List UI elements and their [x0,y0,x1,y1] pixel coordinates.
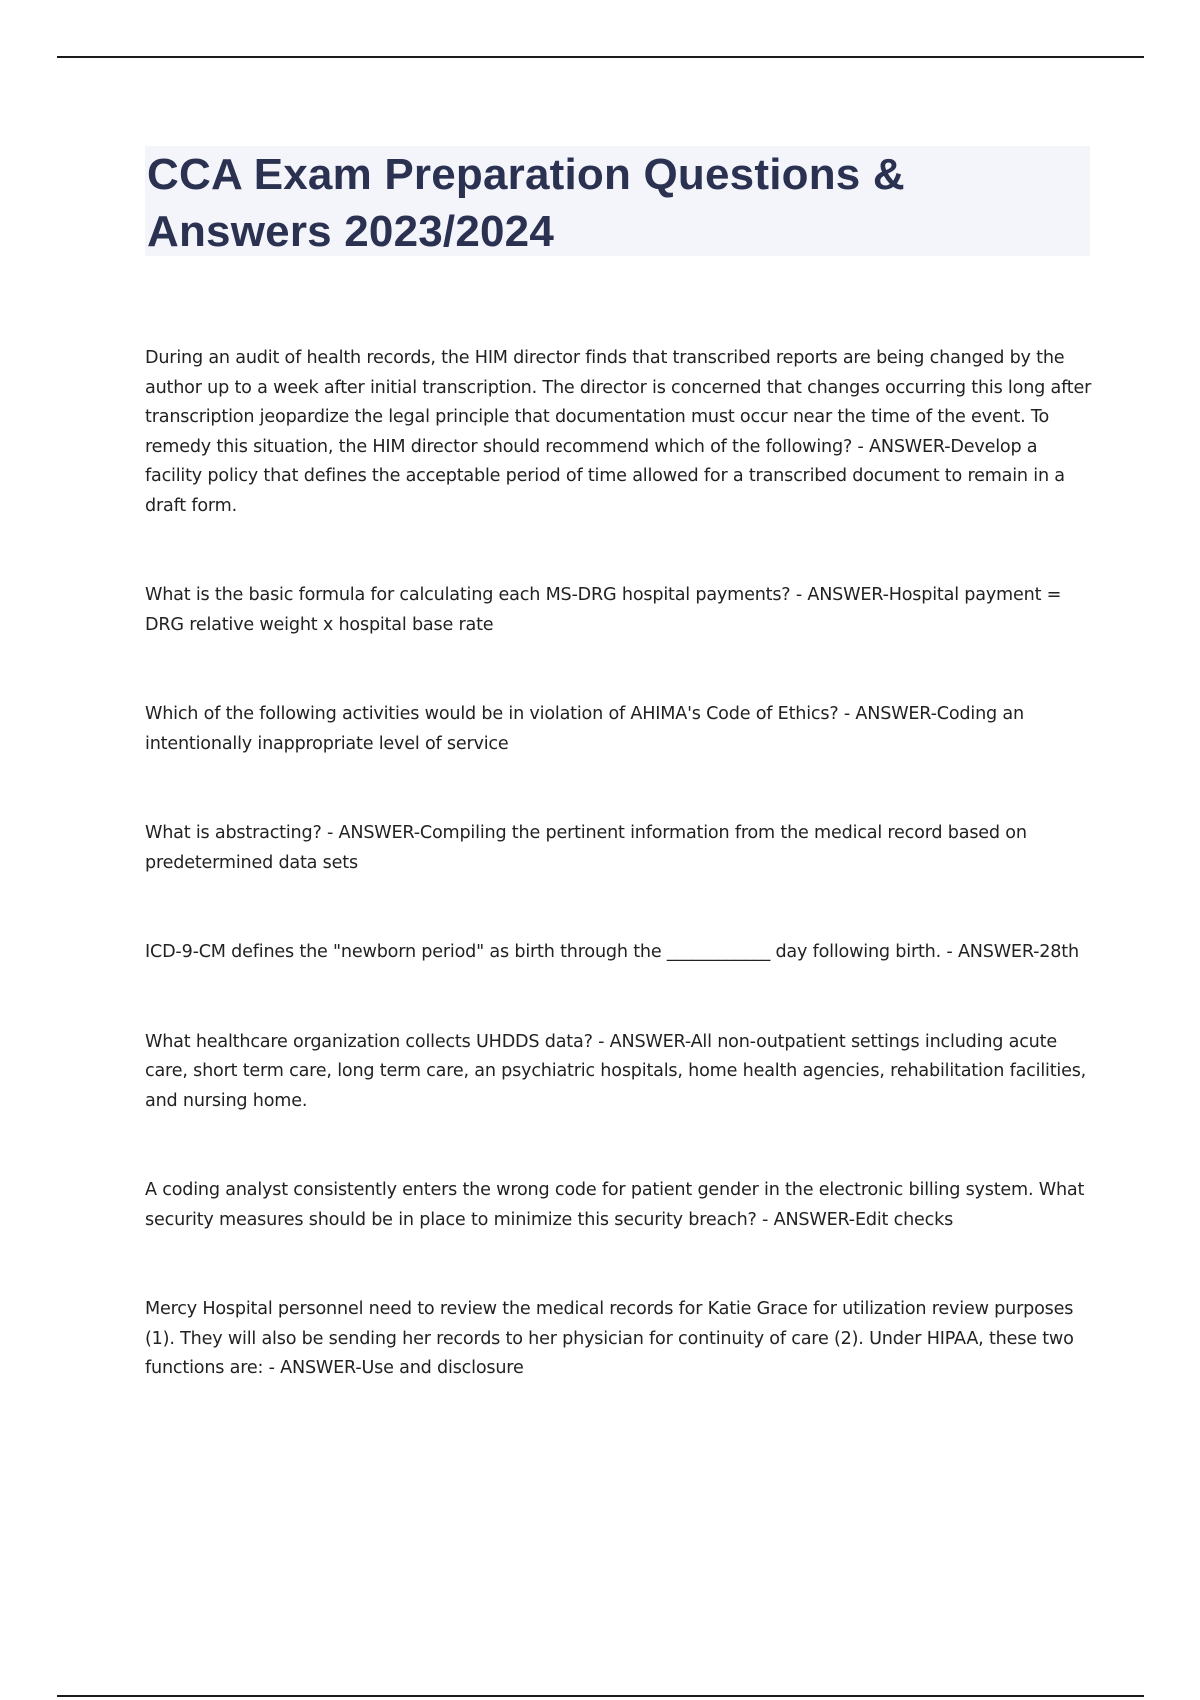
qa-item: What is the basic formula for calculating each MS-DRG hospital payments? - ANSWER-Hospital payment = DRG relative weight x hospital base rate [145,585,1062,635]
qa-item: Which of the following activities would be in violation of AHIMA's Code of Ethics? - ANSWER-Coding an intentionally inappropriate level of service [145,704,1024,754]
qa-item: What healthcare organization collects UHDDS data? - ANSWER-All non-outpatient settings including acute care, short term care, long term care, an psychiatric hospitals, home health agencies, rehabilitation facilities, and nursing home. [145,1031,1087,1111]
title-banner [145,146,1090,256]
top-divider [57,56,1144,58]
qa-item: Mercy Hospital personnel need to review the medical records for Katie Grace for utilization review purposes (1). They will also be sending her records to her physician for continuity of care (2). Under HIPAA, these two functions are: - ANSWER-Use and disclosure [145,1299,1074,1378]
qa-item: During an audit of health records, the HIM director finds that transcribed reports are being changed by the author up to a week after initial transcription. The director is concerned that changes occurring this long after transcription jeopardize the legal principle that documentation must occur near the time of the event. To remedy this situation, the HIM director should recommend which of the following? - ANSWER-Develop a facility policy that defines the acceptable period of time allowed for a transcribed document to remain in a draft form. [145,348,1092,516]
qa-list [145,344,1095,1444]
qa-item: ICD-9-CM defines the "newborn period" as birth through the ____________ day following birth. - ANSWER-28th [145,942,1079,962]
qa-item: What is abstracting? - ANSWER-Compiling the pertinent information from the medical record based on predetermined data sets [145,823,1027,873]
bottom-divider [57,1695,1144,1697]
qa-item: A coding analyst consistently enters the wrong code for patient gender in the electronic billing system. What security measures should be in place to minimize this security breach? - ANSWER-Edit checks [145,1180,1085,1230]
document-title: CCA Exam Preparation Questions & Answers 2023/2024 [147,150,905,256]
